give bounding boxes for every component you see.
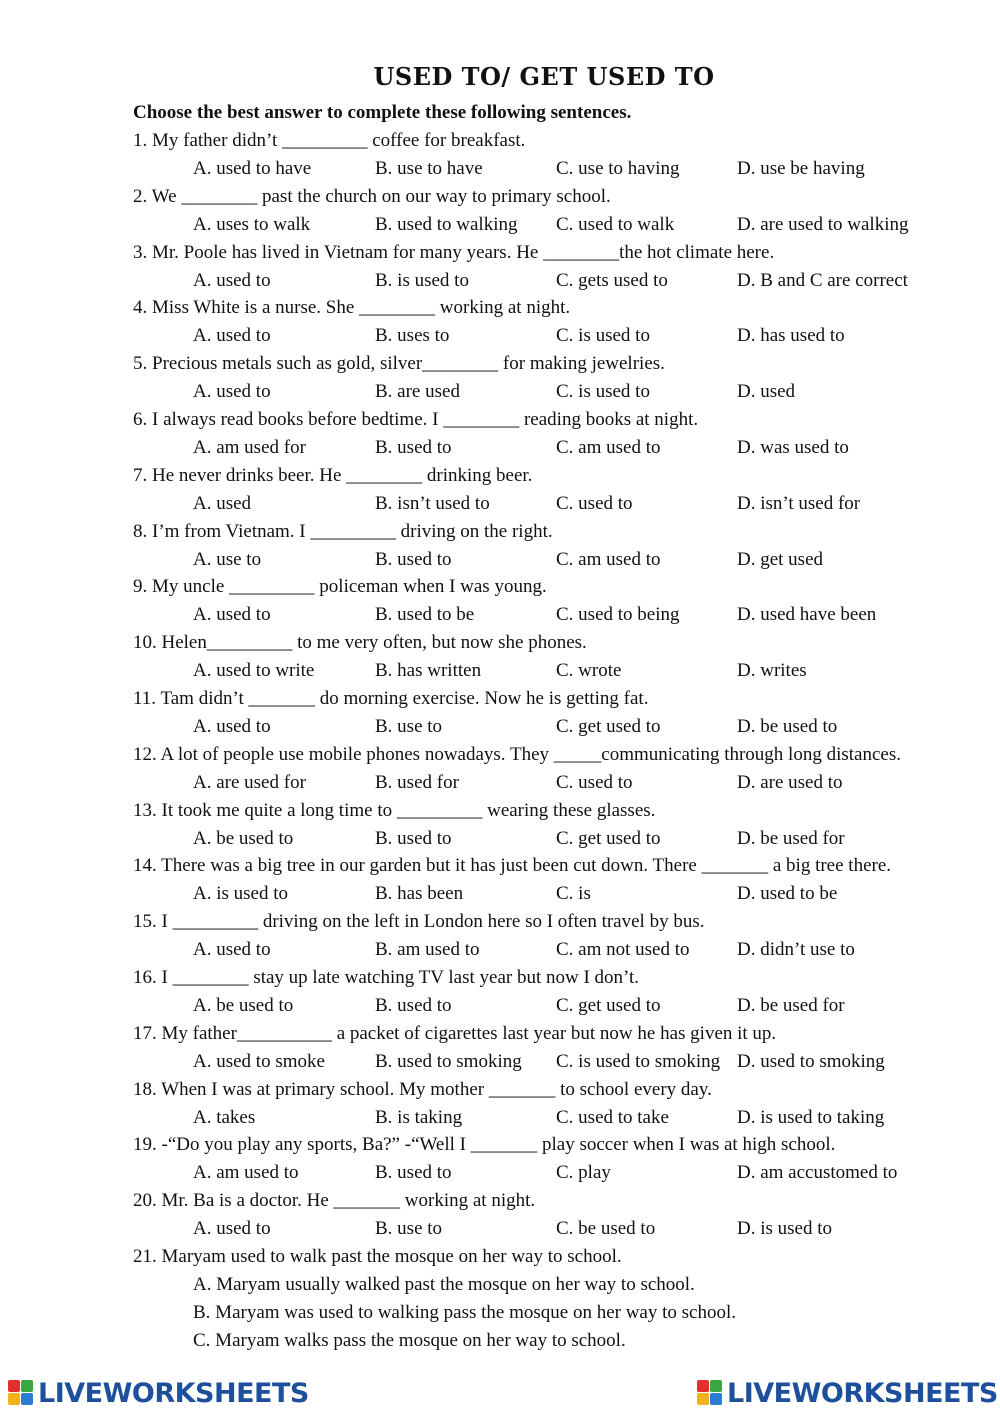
question-text: 12. A lot of people use mobile phones nowadays. They _____communicating through long distances. bbox=[133, 743, 901, 765]
question-text: 20. Mr. Ba is a doctor. He _______ working at night. bbox=[133, 1190, 536, 1212]
answer-option[interactable]: A. used to bbox=[193, 1218, 271, 1240]
question-text: 9. My uncle _________ policeman when I was young. bbox=[133, 576, 547, 598]
answer-option[interactable]: C. am used to bbox=[556, 548, 661, 570]
answer-option[interactable]: C. get used to bbox=[556, 995, 661, 1016]
question-text: 13. It took me quite a long time to _________ wearing these glasses. bbox=[133, 799, 656, 821]
answer-option[interactable]: C. use to having bbox=[556, 158, 680, 179]
question-text: 18. When I was at primary school. My mother _______ to school every day. bbox=[133, 1078, 712, 1100]
liveworksheets-logo-icon bbox=[697, 1379, 725, 1407]
question-text: 7. He never drinks beer. He ________ drinking beer. bbox=[133, 464, 533, 486]
answer-option[interactable]: A. takes bbox=[193, 1106, 256, 1128]
answer-option[interactable]: B. is used to bbox=[375, 269, 469, 291]
answer-option[interactable]: D. didn’t use to bbox=[737, 939, 855, 961]
question-text: 16. I ________ stay up late watching TV last year but now I don’t. bbox=[133, 967, 640, 988]
answer-option[interactable]: B. use to have bbox=[375, 158, 483, 179]
worksheet-title: USED TO/ GET USED TO bbox=[373, 62, 715, 91]
answer-option[interactable]: A. used to bbox=[193, 325, 271, 347]
answer-option[interactable]: B. used to bbox=[375, 548, 452, 570]
answer-option[interactable]: A. is used to bbox=[193, 883, 288, 905]
answer-option[interactable]: A. be used to bbox=[193, 827, 294, 849]
answer-option[interactable]: C. used to take bbox=[556, 1106, 669, 1128]
answer-option[interactable]: B. used to be bbox=[375, 604, 475, 626]
answer-option[interactable]: D. get used bbox=[737, 548, 824, 570]
answer-option[interactable]: D. use be having bbox=[737, 158, 865, 179]
answer-option[interactable]: C. is used to bbox=[556, 325, 650, 347]
answer-option[interactable]: A. used to smoke bbox=[193, 1050, 325, 1072]
answer-option[interactable]: C. used to being bbox=[556, 604, 680, 626]
answer-option[interactable]: D. used bbox=[737, 381, 796, 403]
answer-option[interactable]: B. used to bbox=[375, 1162, 452, 1184]
question-text: 21. Maryam used to walk past the mosque on her way to school. bbox=[133, 1246, 622, 1267]
answer-option[interactable]: C. is used to smoking bbox=[556, 1050, 721, 1072]
answer-option[interactable]: A. used to write bbox=[193, 660, 315, 682]
answer-option[interactable]: A. used to bbox=[193, 604, 271, 626]
answer-option[interactable]: D. am accustomed to bbox=[737, 1162, 898, 1184]
answer-option[interactable]: A. used to have bbox=[193, 158, 312, 179]
question-text: 17. My father__________ a packet of cigarettes last year but now he has given it up. bbox=[133, 1022, 777, 1044]
answer-option[interactable]: D. isn’t used for bbox=[737, 492, 861, 514]
answer-option[interactable]: D. writes bbox=[737, 660, 807, 682]
answer-option[interactable]: C. Maryam walks pass the mosque on her way to school. bbox=[193, 1330, 626, 1351]
footer-logo-left[interactable] bbox=[8, 1377, 309, 1409]
question-text: 6. I always read books before bedtime. I ________ reading books at night. bbox=[133, 409, 699, 430]
question-text: 8. I’m from Vietnam. I _________ driving on the right. bbox=[133, 520, 553, 542]
instruction: Choose the best answer to complete these following sentences. bbox=[133, 102, 632, 123]
answer-option[interactable]: C. is used to bbox=[556, 381, 650, 403]
answer-option[interactable]: D. B and C are correct bbox=[737, 269, 908, 291]
answer-option[interactable]: A. be used to bbox=[193, 995, 294, 1016]
answer-option[interactable]: B. used to smoking bbox=[375, 1050, 522, 1072]
liveworksheets-logo-icon bbox=[8, 1379, 36, 1407]
question-text: 5. Precious metals such as gold, silver________ for making jewelries. bbox=[133, 353, 665, 375]
answer-option[interactable]: D. used to be bbox=[737, 883, 838, 905]
question-text: 15. I _________ driving on the left in London here so I often travel by bus. bbox=[133, 911, 705, 933]
answer-option[interactable]: B. used for bbox=[375, 771, 459, 793]
answer-option[interactable]: C. am not used to bbox=[556, 939, 690, 961]
answer-option[interactable]: A. uses to walk bbox=[193, 213, 311, 235]
answer-option[interactable]: C. used to bbox=[556, 771, 633, 793]
logo-text: LIVEWORKSHEETS bbox=[727, 1377, 998, 1409]
answer-option[interactable]: B. isn’t used to bbox=[375, 492, 490, 514]
answer-option[interactable]: B. use to bbox=[375, 1218, 443, 1240]
answer-option[interactable]: C. used to bbox=[556, 492, 633, 514]
question-text: 2. We ________ past the church on our way to primary school. bbox=[133, 185, 611, 207]
answer-option[interactable]: B. is taking bbox=[375, 1106, 463, 1128]
answer-option[interactable]: B. use to bbox=[375, 716, 443, 737]
question-text: 1. My father didn’t _________ coffee for breakfast. bbox=[133, 130, 526, 151]
answer-option[interactable]: A. used bbox=[193, 492, 252, 514]
answer-option[interactable]: C. get used to bbox=[556, 827, 661, 849]
answer-option[interactable]: B. am used to bbox=[375, 939, 480, 961]
answer-option[interactable]: C. gets used to bbox=[556, 269, 668, 291]
answer-option[interactable]: A. used to bbox=[193, 939, 271, 961]
answer-option[interactable]: D. is used to taking bbox=[737, 1106, 885, 1128]
answer-option[interactable]: D. be used for bbox=[737, 995, 845, 1016]
answer-option[interactable]: B. Maryam was used to walking pass the mosque on her way to school. bbox=[193, 1302, 736, 1323]
answer-option[interactable]: B. has been bbox=[375, 883, 464, 905]
answer-option[interactable]: D. used have been bbox=[737, 604, 877, 626]
answer-option[interactable]: D. has used to bbox=[737, 325, 845, 347]
answer-option[interactable]: C. used to walk bbox=[556, 213, 675, 235]
answer-option[interactable]: A. used to bbox=[193, 269, 271, 291]
answer-option[interactable]: A. used to bbox=[193, 716, 271, 737]
answer-option[interactable]: D. used to smoking bbox=[737, 1050, 885, 1072]
answer-option[interactable]: C. is bbox=[556, 883, 591, 905]
question-text: 19. -“Do you play any sports, Ba?” -“Well I _______ play soccer when I was at high school. bbox=[133, 1134, 836, 1156]
answer-option[interactable]: A. are used for bbox=[193, 771, 306, 793]
answer-option[interactable]: B. are used bbox=[375, 381, 460, 403]
answer-option[interactable]: B. used to bbox=[375, 995, 452, 1016]
answer-option[interactable]: B. used to bbox=[375, 437, 452, 458]
answer-option[interactable]: A. am used to bbox=[193, 1162, 299, 1184]
answer-option[interactable]: A. am used for bbox=[193, 437, 306, 458]
answer-option[interactable]: B. uses to bbox=[375, 325, 450, 347]
question-text: 4. Miss White is a nurse. She ________ working at night. bbox=[133, 297, 571, 319]
answer-option[interactable]: D. is used to bbox=[737, 1218, 832, 1240]
logo-text: LIVEWORKSHEETS bbox=[38, 1377, 309, 1409]
question-text: 14. There was a big tree in our garden but it has just been cut down. There _______ a big tree there. bbox=[133, 855, 892, 877]
question-text: 11. Tam didn’t _______ do morning exercise. Now he is getting fat. bbox=[133, 688, 649, 709]
answer-option[interactable]: A. used to bbox=[193, 381, 271, 403]
answer-option[interactable]: A. use to bbox=[193, 548, 262, 570]
answer-option[interactable]: C. be used to bbox=[556, 1218, 656, 1240]
answer-option[interactable]: D. be used to bbox=[737, 716, 838, 737]
answer-option[interactable]: C. wrote bbox=[556, 660, 622, 682]
answer-option[interactable]: B. has written bbox=[375, 660, 482, 682]
answer-option[interactable]: C. am used to bbox=[556, 437, 661, 458]
answer-option[interactable]: C. play bbox=[556, 1162, 611, 1184]
answer-option[interactable]: A. Maryam usually walked past the mosque on her way to school. bbox=[193, 1274, 695, 1295]
answer-option[interactable]: D. are used to bbox=[737, 771, 843, 793]
answer-option[interactable]: D. be used for bbox=[737, 827, 845, 849]
answer-option[interactable]: D. are used to walking bbox=[737, 213, 909, 235]
footer-logo-right[interactable] bbox=[697, 1377, 998, 1409]
answer-option[interactable]: D. was used to bbox=[737, 437, 849, 458]
answer-option[interactable]: B. used to walking bbox=[375, 213, 518, 235]
answer-option[interactable]: C. get used to bbox=[556, 716, 661, 737]
question-text: 10. Helen_________ to me very often, but now she phones. bbox=[133, 632, 587, 654]
question-text: 3. Mr. Poole has lived in Vietnam for many years. He ________the hot climate here. bbox=[133, 241, 775, 263]
answer-option[interactable]: B. used to bbox=[375, 827, 452, 849]
